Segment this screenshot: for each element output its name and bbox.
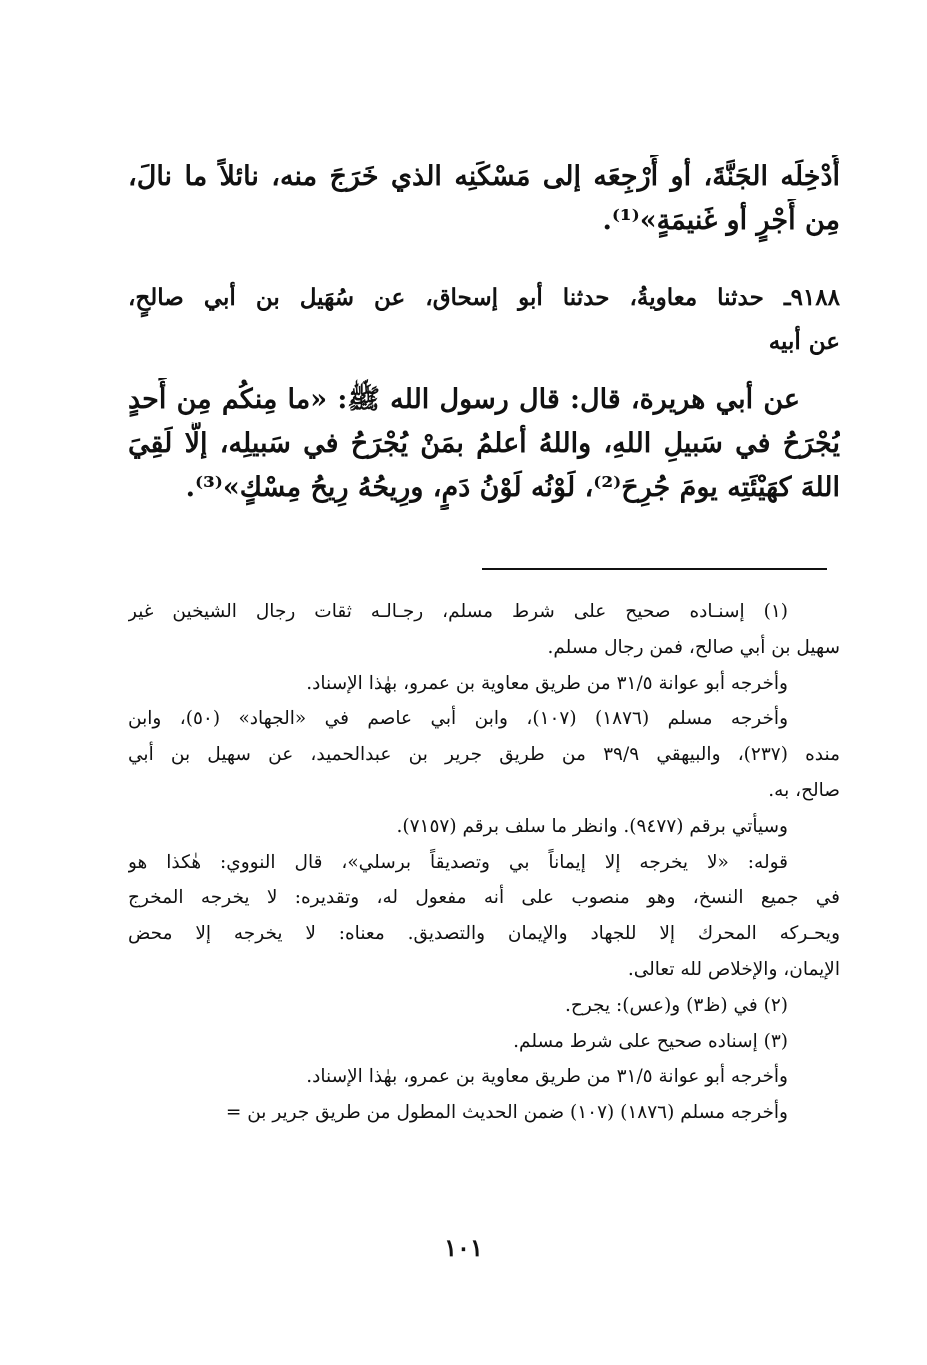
footnote-line: (٢) في (ظ٣) و(عس): يجرح. (565, 994, 788, 1016)
footnote-line: في جميع النسخ، وهو منصوب على أنه مفعول له، وتقديره: لا يخرجه المخرج (128, 887, 840, 909)
footnote-line: وأخرجه أبو عوانة ٣١/٥ من طريق معاوية بن عمرو، بهٰذا الإسناد. (306, 672, 788, 694)
footnote-line: وسيأتي برقم (٩٤٧٧). وانظر ما سلف برقم (٧١٥٧). (396, 815, 788, 837)
footnote-line: ويحـركه المحرك إلا للجهاد والإيمان والتصديق. معناه: لا يخرجه إلا محض (128, 923, 840, 945)
hadith-isnad (128, 276, 840, 364)
footnote-line: وأخرجه أبو عوانة ٣١/٥ من طريق معاوية بن عمرو، بهٰذا الإسناد. (306, 1066, 788, 1088)
text-line: اللهَ كهَيْئَتِه يومَ جُرِحَ⁽²⁾، لَوْنُه لَوْنُ دَمٍ، ورِيحُهُ رِيحُ مِسْكٍ»⁽³⁾. (185, 472, 840, 503)
footnotes (128, 594, 840, 1131)
text-line: عن أبي هريرة، قال: قال رسول الله ﷺ: «ما مِنكُم مِن أَحدٍ (128, 384, 800, 415)
footnote-line: وأخرجه مسلم (١٨٧٦) (١٠٧)، وابن أبي عاصم في «الجهاد» (٥٠)، وابن (128, 708, 789, 730)
footnote-line: سهيل بن أبي صالح، فمن رجال مسلم. (547, 636, 840, 658)
text-line: ٩١٨٨ـ حدثنا معاويةُ، حدثنا أبو إسحاق، عن سُهَيل بن أبي صالحٍ، (128, 284, 840, 311)
footnote-line: منده (٢٣٧)، والبيهقي ٣٩/٩ من طريق جرير بن عبدالحميد، عن سهيل بن أبي (128, 744, 840, 766)
footnote-line: (١) إسنـاده صحيح على شرط مسلم، رجـالـه ثقات رجال الشيخين غير (128, 601, 788, 622)
hadith-matn (128, 378, 840, 510)
footnote-line: (٣) إسناده صحيح على شرط مسلم. (513, 1030, 788, 1052)
footnote-line: صالح، به. (768, 779, 840, 801)
footnote-line: الإيمان، والإخلاص لله تعالى. (627, 958, 840, 980)
text-line: عن أبيه (768, 328, 840, 355)
footnote-separator (482, 568, 827, 570)
text-line: أُدْخِلَه الجَنَّةَ، أو أَرْجِعَه إلى مَسْكَنِه الذي خَرَجَ منه، نائلاً ما نالَ، (128, 161, 840, 192)
page-number: ١٠١ (444, 1233, 483, 1262)
footnote-line: قوله: «لا يخرجه إلا إيماناً بي وتصديقاً برسلي»، قال النووي: هٰكذا هو (128, 851, 788, 873)
text-line: يُجْرَحُ في سَبيلِ اللهِ، واللهُ أعلمُ بمَنْ يُجْرَحُ في سَبيلِه، إلَّا لَقِيَ (128, 428, 840, 459)
footnote-line: وأخرجه مسلم (١٨٧٦) (١٠٧) ضمن الحديث المطول من طريق جرير بن = (225, 1102, 788, 1124)
hadith-text-continuation (128, 155, 840, 243)
text-line: مِن أَجْرٍ أو غَنيمَةٍ»⁽¹⁾. (602, 205, 840, 236)
